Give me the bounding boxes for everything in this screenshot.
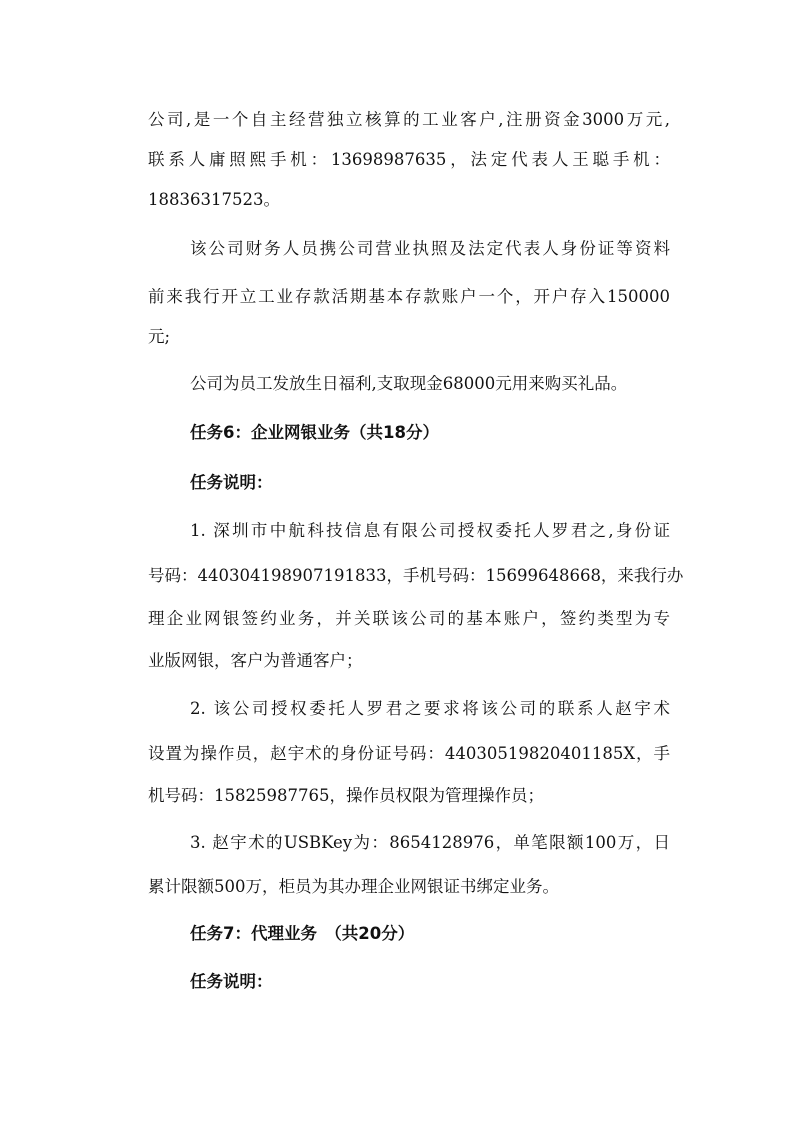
section-subheading: 任务说明： [190,473,273,492]
section-heading: 任务6：企业网银业务（共18分） [190,423,439,442]
paragraph-line: 该公司财务人员携公司营业执照及法定代表人身份证等资料 [190,239,670,258]
list-item-line: 累计限额500万，柜员为其办理企业网银证书绑定业务。 [148,877,559,896]
list-item-line: 1. 深圳市中航科技信息有限公司授权委托人罗君之,身份证 [190,521,670,540]
section-subheading: 任务说明： [190,972,273,991]
paragraph-line: 前来我行开立工业存款活期基本存款账户一个，开户存入150000 [148,287,670,306]
paragraph-line: 联系人庸照熙手机：13698987635，法定代表人王聪手机： [148,150,670,169]
list-item-line: 号码：440304198907191833，手机号码：15699648668，来我行办 [148,566,684,585]
section-heading: 任务7：代理业务 （共20分） [190,924,415,943]
paragraph-line: 元; [148,327,171,346]
paragraph-line: 18836317523。 [148,190,280,209]
list-item-line: 设置为操作员，赵宇术的身份证号码：44030519820401185X，手 [148,744,670,763]
list-item-line: 2. 该公司授权委托人罗君之要求将该公司的联系人赵宇术 [190,699,670,718]
list-item-line: 理企业网银签约业务，并关联该公司的基本账户，签约类型为专 [148,609,670,628]
paragraph-line: 公司为员工发放生日福利,支取现金68000元用来购买礼品。 [190,374,628,393]
list-item-line: 业版网银，客户为普通客户； [148,651,363,670]
list-item-line: 机号码：15825987765，操作员权限为管理操作员； [148,786,544,805]
list-item-line: 3. 赵宇术的USBKey为：8654128976，单笔限额100万，日 [190,833,670,852]
paragraph-line: 公司,是一个自主经营独立核算的工业客户,注册资金3000万元, [148,110,670,129]
